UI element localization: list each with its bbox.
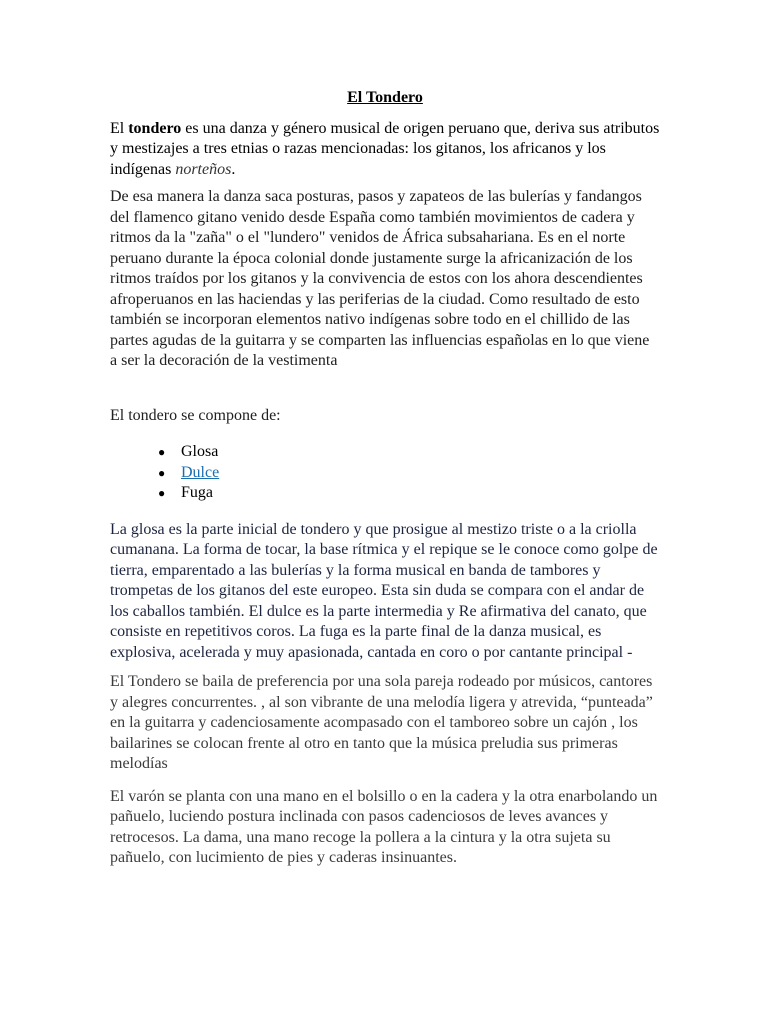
list-item-label: Fuga	[181, 484, 213, 501]
list-item	[158, 442, 660, 463]
parts-heading: El tondero se compone de:	[110, 406, 281, 424]
list-item-label: Glosa	[181, 443, 219, 460]
document-title: El Tondero	[347, 89, 423, 106]
bullet-icon: ●	[158, 465, 166, 480]
intro-paragraph	[110, 119, 660, 181]
intro-text-middle: es una danza y género musical de origen peruano que, deriva sus atributos y mestizajes a tres etnias o razas mencionadas: los gitanos, los africanos y los indígenas	[110, 119, 660, 178]
origin-paragraph: De esa manera la danza saca posturas, pasos y zapateos de las bulerías y fandangos del flamenco gitano venido desde España como también movimientos de cadera y ritmos da la "zaña" o el "lundero" venidos de África subsahariana. Es en el norte peruano durante la época colonial donde justamente surge la africanización de los ritmos traídos por los gitanos y la convivencia de estos con los ahora descendientes afroperuanos en las haciendas y las periferias de la ciudad. Como resultado de esto también se incorporan elementos nativo indígenas sobre todo en el chillido de las partes agudas de la guitarra y se comparten las influencias españolas en lo que viene a ser la decoración de la vestimenta	[110, 188, 650, 369]
intro-text-start: El	[110, 119, 129, 137]
bullet-icon: ●	[158, 486, 166, 500]
dance-description-paragraph: El Tondero se baila de preferencia por una sola pareja rodeado por músicos, cantores y alegres concurrentes. , al son vibrante de una melodía ligera y atrevida, “punteada” en la guitarra y cadenciosamente acompasado con el tamboreo sobre un cajón , los bailarines se colocan frente al otro en tanto que la música preludia sus primeras melodías	[110, 673, 653, 772]
dulce-link[interactable]: Dulce	[181, 463, 220, 481]
intro-italic-term: norteños	[175, 160, 232, 178]
list-item	[158, 483, 660, 504]
parts-list	[110, 442, 660, 504]
dancers-description-paragraph: El varón se planta con una mano en el bolsillo o en la cadera y la otra enarbolando un pañuelo, luciendo postura inclinada con pasos cadenciosos de leves avances y retrocesos. La dama, una mano recoge la pollera a la cintura y la otra sujeta su pañuelo, con lucimiento de pies y caderas insinuantes.	[110, 787, 658, 866]
list-item[interactable]	[158, 463, 660, 484]
intro-text-end: .	[231, 160, 236, 178]
bullet-icon: ●	[158, 445, 166, 459]
intro-bold-term: tondero	[128, 119, 182, 137]
parts-description-paragraph: La glosa es la parte inicial de tondero y que prosigue al mestizo triste o a la criolla cumanana. La forma de tocar, la base rítmica y el repique se le conoce como golpe de tierra, emparentado a las bulerías y la forma musical en banda de tambores y trompetas de los gitanos del este europeo. Esta sin duda se compara con el andar de los caballos también. El dulce es la parte intermedia y Re afirmativa del canato, que consiste en repetitivos coros. La fuga es la parte final de la danza musical, es explosiva, acelerada y muy apasionada, cantada en coro o por cantante principal -	[110, 520, 658, 661]
document-page	[110, 88, 660, 869]
